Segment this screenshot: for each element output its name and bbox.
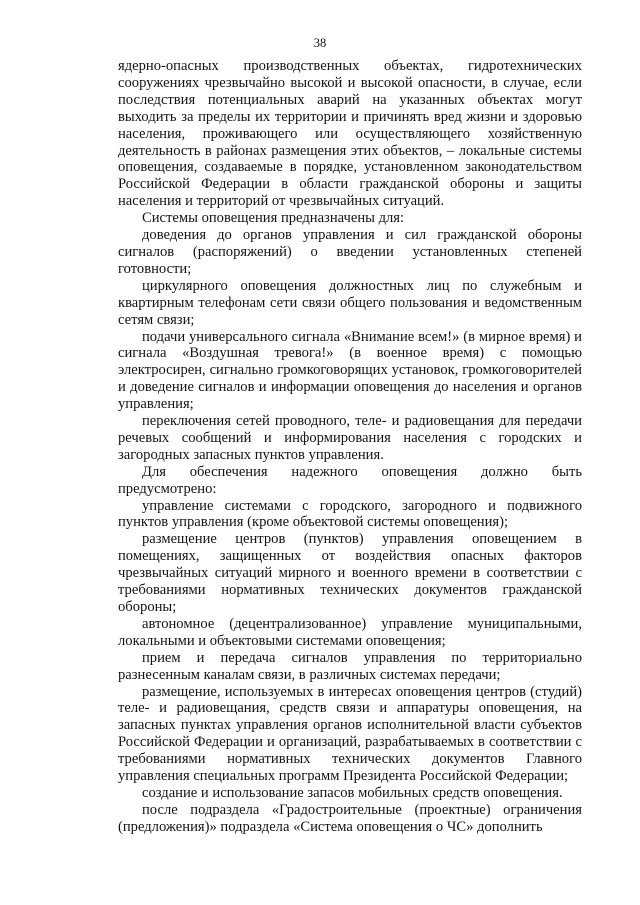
paragraph: прием и передача сигналов управления по территориально разнесенным каналам связи, в различных системах передачи;	[118, 649, 582, 683]
paragraph-provision-intro: Для обеспечения надежного оповещения должно быть предусмотрено:	[118, 463, 582, 497]
paragraph: переключения сетей проводного, теле- и радиовещания для передачи речевых сообщений и информирования населения с городских и загородных запасных пунктов управления.	[118, 413, 582, 463]
paragraph: размещение, используемых в интересах оповещения центров (студий) теле- и радиовещания, средств связи и аппаратуры оповещения, на запасных пунктах управления органов исполнительной власти субъектов Российской Федерации и организаций, разрабатываемых в соответствии с требованиями нормативных технических документов Главного управления специальных программ Президента Российской Федерации;	[118, 683, 582, 785]
body-text	[118, 58, 582, 836]
paragraph: автономное (децентрализованное) управление муниципальными, локальными и объектовыми системами оповещения;	[118, 615, 582, 649]
paragraph: доведения до органов управления и сил гражданской обороны сигналов (распоряжений) о введении установленных степеней готовности;	[118, 227, 582, 277]
paragraph: создание и использование запасов мобильных средств оповещения.	[142, 784, 563, 801]
paragraph-purpose-intro: Системы оповещения предназначены для:	[142, 210, 405, 227]
paragraph: управление системами с городского, загородного и подвижного пунктов управления (кроме объектовой системы оповещения);	[118, 497, 582, 531]
page-number: 38	[313, 36, 327, 50]
paragraph-continuation: ядерно-опасных производственных объектах, гидротехнических сооружениях чрезвычайно высокой и высокой опасности, в случае, если последствия потенциальных аварий на указанных объектах могут выходить за пределы их территории и причинять вред жизни и здоровью населения, проживающего или осуществляющего хозяйственную деятельность в районах размещения этих объектов, – локальные системы оповещения, создаваемые в порядке, установленном законодательством Российской Федерации в области гражданской обороны и защиты населения и территорий от чрезвычайных ситуаций.	[118, 58, 582, 210]
paragraph: циркулярного оповещения должностных лиц по служебным и квартирным телефонам сети связи общего пользования и ведомственным сетям связи;	[118, 277, 582, 328]
paragraph: размещение центров (пунктов) управления оповещением в помещениях, защищенных от воздействия опасных факторов чрезвычайных ситуаций мирного и военного времени в соответствии с требованиями нормативных технических документов гражданской обороны;	[118, 531, 582, 615]
paragraph: подачи универсального сигнала «Внимание всем!» (в мирное время) и сигнала «Воздушная тревога!» (в военное время) с помощью электросирен, сигнально громкоговорящих установок, громкоговорителей и доведение сигналов и информации оповещения до населения и органов управления;	[118, 328, 582, 413]
paragraph-amendment: после подраздела «Градостроительные (проектные) ограничения (предложения)» подраздела «Система оповещения о ЧС» дополнить	[118, 801, 582, 835]
